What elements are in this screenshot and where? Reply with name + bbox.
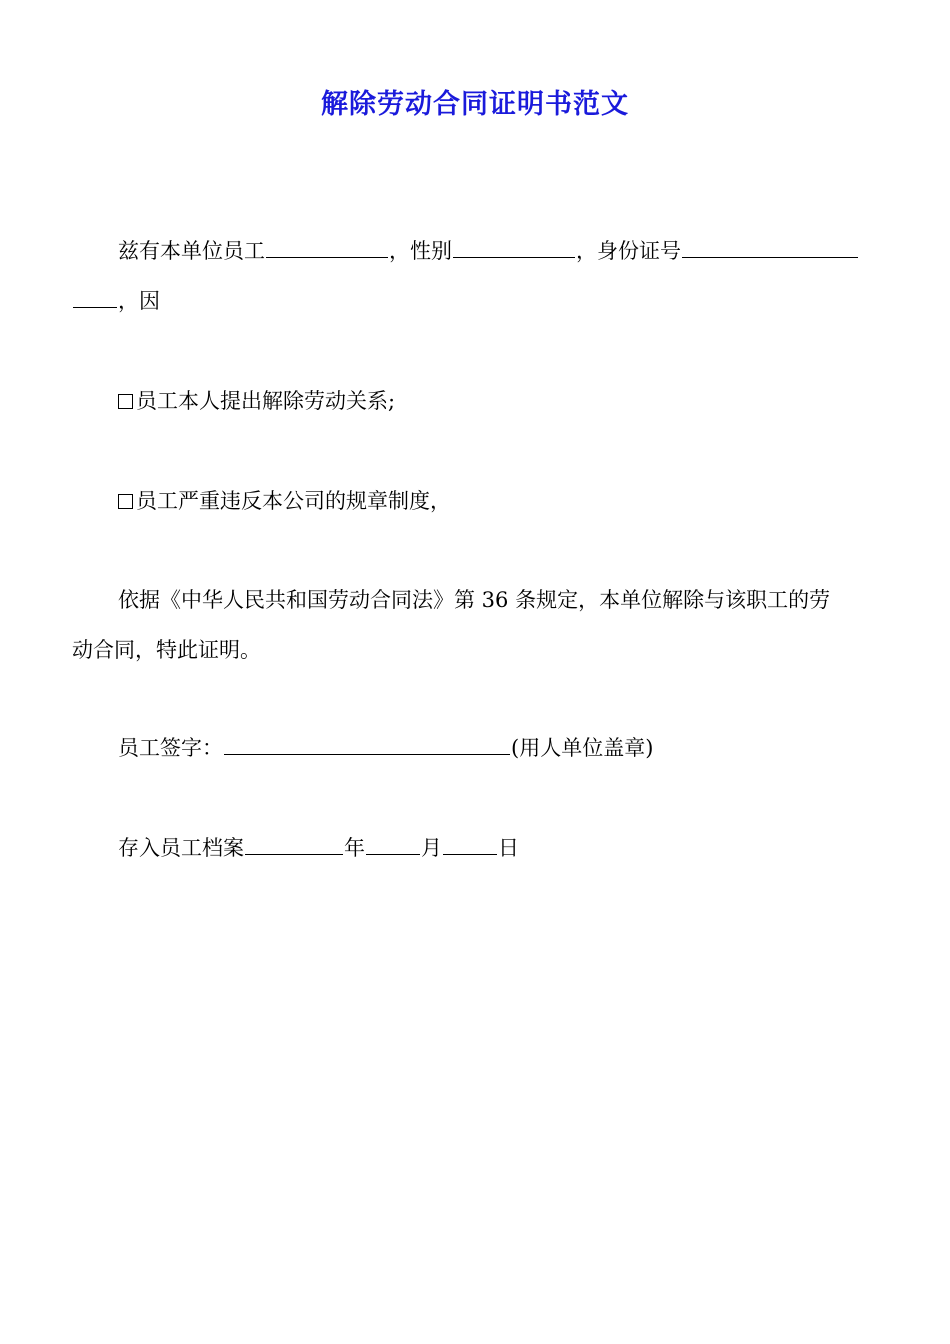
archive-label: 存入员工档案 [118, 836, 244, 860]
archive-line [72, 823, 926, 873]
reason-option-2 [72, 476, 926, 526]
reason-1-label: 员工本人提出解除劳动关系; [136, 389, 396, 413]
gender-blank[interactable] [453, 235, 575, 258]
intro-suffix: ，因 [118, 289, 160, 313]
intro-line-1 [72, 226, 880, 276]
signature-label: 员工签字： [118, 736, 223, 760]
reason-option-1 [72, 376, 926, 426]
basis-line-1: 依据《中华人民共和国劳动合同法》第 36 条规定，本单位解除与该职工的劳 [118, 588, 831, 612]
month-label: 月 [421, 836, 442, 860]
page-title: 解除劳动合同证明书范文 [321, 89, 629, 120]
reason-2-label: 员工严重违反本公司的规章制度， [136, 489, 451, 513]
seal-label: (用人单位盖章) [511, 736, 654, 760]
reason-1-checkbox[interactable] [118, 394, 133, 409]
reason-2-checkbox[interactable] [118, 494, 133, 509]
id-number-blank-continued[interactable] [73, 285, 117, 308]
basis-paragraph [72, 575, 880, 675]
basis-line-2: 动合同，特此证明。 [72, 638, 261, 662]
intro-paragraph [72, 226, 880, 326]
intro-line-2 [72, 276, 880, 326]
day-blank[interactable] [443, 832, 497, 855]
signature-line [72, 723, 926, 773]
intro-prefix: 兹有本单位员工 [118, 239, 265, 263]
year-label: 年 [344, 836, 365, 860]
employee-name-blank[interactable] [266, 235, 388, 258]
signature-blank[interactable] [224, 732, 510, 755]
id-number-blank[interactable] [682, 235, 858, 258]
day-label: 日 [498, 836, 519, 860]
year-blank[interactable] [245, 832, 343, 855]
month-blank[interactable] [366, 832, 420, 855]
id-number-label: ，身份证号 [576, 239, 681, 263]
gender-label: ，性别 [389, 239, 452, 263]
